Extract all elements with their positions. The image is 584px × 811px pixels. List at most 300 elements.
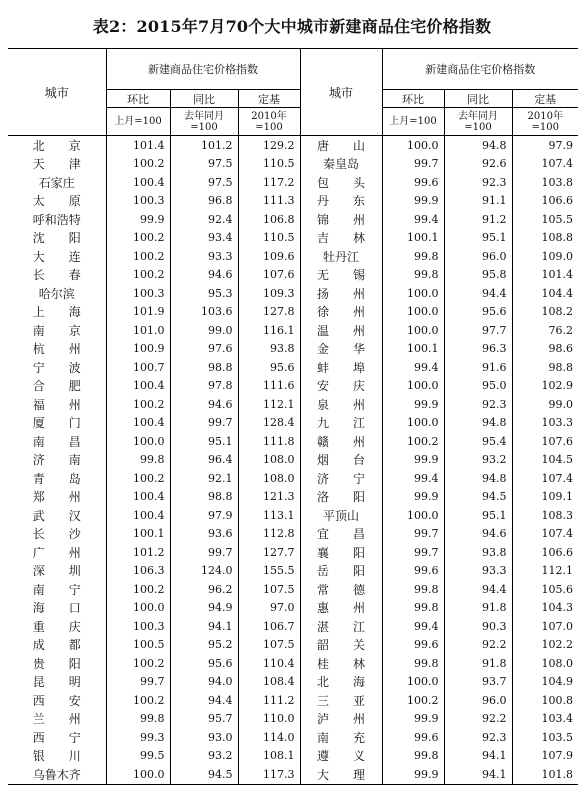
mom-cell-right: 99.8 [382, 654, 444, 673]
city-cell-right: 吉 林 [300, 229, 382, 248]
base-cell-left: 128.4 [238, 414, 300, 433]
mom-cell-right: 99.7 [382, 525, 444, 544]
base-cell-right: 107.9 [541, 749, 574, 763]
base-cell-left: 106.7 [238, 617, 300, 636]
yoy-cell-left: 92.1 [170, 469, 238, 488]
city-cell-left: 上 海 [8, 303, 106, 322]
city-cell-right: 温 州 [300, 321, 382, 340]
base-cell-left: 112.1 [238, 395, 300, 414]
table-row [8, 229, 578, 248]
city-header-right: 城市 [300, 49, 382, 136]
mom-cell-left: 100.2 [106, 469, 170, 488]
city-cell-right: 唐 山 [300, 136, 382, 155]
city-cell-right: 南 充 [300, 728, 382, 747]
table-row [8, 654, 578, 673]
city-cell-left: 太 原 [8, 192, 106, 211]
yoy-cell-right: 92.2 [444, 710, 512, 729]
city-cell-left: 乌鲁木齐 [8, 765, 106, 784]
table-row [8, 414, 578, 433]
table-row [8, 340, 578, 359]
city-cell-right: 安 庆 [300, 377, 382, 396]
base-header-left: 定基 [238, 90, 300, 108]
table-row [8, 506, 578, 525]
yoy-cell-right: 94.5 [444, 488, 512, 507]
table-row [8, 673, 578, 692]
city-cell-left: 南 昌 [8, 432, 106, 451]
city-cell-left: 南 宁 [8, 580, 106, 599]
base-cell-right: 112.1 [541, 564, 574, 578]
base-cell-left: 121.3 [238, 488, 300, 507]
city-cell-right: 大 理 [300, 765, 382, 784]
yoy-cell-right: 94.4 [444, 284, 512, 303]
yoy-cell-right: 93.3 [444, 562, 512, 581]
base-cell-left: 127.7 [238, 543, 300, 562]
yoy-base-text: 去年同月=100 [458, 110, 498, 133]
base-cell-left: 116.1 [238, 321, 300, 340]
yoy-cell-left: 98.8 [170, 358, 238, 377]
table-row [8, 562, 578, 581]
base-cell-right: 103.4 [541, 712, 574, 726]
mom-cell-left: 99.9 [106, 210, 170, 229]
base-cell-right: 103.5 [541, 730, 574, 744]
mom-cell-right: 99.8 [382, 266, 444, 285]
table-row [8, 210, 578, 229]
city-cell-left: 长 沙 [8, 525, 106, 544]
base-cell-right: 108.2 [541, 305, 574, 319]
mom-cell-left: 99.5 [106, 747, 170, 766]
table-row [8, 747, 578, 766]
mom-cell-left: 101.4 [106, 136, 170, 155]
yoy-cell-right: 94.8 [444, 469, 512, 488]
base-cell-right: 105.5 [541, 212, 574, 226]
base-cell-left: 117.3 [238, 765, 300, 784]
city-cell-left: 福 州 [8, 395, 106, 414]
yoy-cell-left: 94.1 [170, 617, 238, 636]
mom-cell-right: 100.0 [382, 284, 444, 303]
city-cell-left: 武 汉 [8, 506, 106, 525]
base-cell-left: 109.3 [238, 284, 300, 303]
mom-cell-left: 100.2 [106, 395, 170, 414]
yoy-base-text: 去年同月=100 [184, 110, 224, 133]
yoy-cell-right: 94.4 [444, 580, 512, 599]
base-cell-left: 117.2 [238, 173, 300, 192]
base-cell-right: 109.0 [541, 249, 574, 263]
base-cell-right: 101.8 [512, 765, 578, 784]
base-base-text: 2010年=100 [251, 110, 287, 133]
city-cell-left: 昆 明 [8, 673, 106, 692]
base-cell-right: 102.9 [541, 379, 574, 393]
city-cell-left: 西 安 [8, 691, 106, 710]
city-cell-right: 包 头 [300, 173, 382, 192]
mom-cell-left: 101.0 [106, 321, 170, 340]
yoy-cell-left: 97.8 [170, 377, 238, 396]
mom-cell-right: 99.4 [382, 210, 444, 229]
base-cell-left: 108.0 [238, 451, 300, 470]
mom-cell-left: 100.3 [106, 192, 170, 211]
base-cell-right: 104.5 [541, 453, 574, 467]
mom-cell-right: 100.2 [382, 432, 444, 451]
city-cell-right: 蚌 埠 [300, 358, 382, 377]
yoy-cell-left: 96.2 [170, 580, 238, 599]
base-cell-right: 104.9 [541, 675, 574, 689]
yoy-cell-left: 95.6 [170, 654, 238, 673]
base-cell-left: 110.4 [238, 654, 300, 673]
base-cell-right: 98.6 [548, 342, 574, 356]
mom-cell-left: 100.2 [106, 691, 170, 710]
table-row [8, 303, 578, 322]
yoy-cell-right: 93.2 [444, 451, 512, 470]
mom-cell-left: 99.8 [106, 451, 170, 470]
table-row [8, 432, 578, 451]
base-cell-right: 106.6 [541, 545, 574, 559]
mom-cell-left: 100.0 [106, 432, 170, 451]
mom-cell-left: 100.4 [106, 173, 170, 192]
mom-cell-right: 100.0 [382, 321, 444, 340]
yoy-cell-left: 94.0 [170, 673, 238, 692]
yoy-cell-right: 92.6 [444, 155, 512, 174]
city-header-left: 城市 [8, 49, 106, 136]
base-cell-left: 108.0 [238, 469, 300, 488]
yoy-cell-right: 93.7 [444, 673, 512, 692]
mom-cell-left: 100.7 [106, 358, 170, 377]
city-cell-right: 襄 阳 [300, 543, 382, 562]
table-row [8, 155, 578, 174]
base-cell-right: 107.4 [541, 471, 574, 485]
yoy-cell-right: 91.8 [444, 654, 512, 673]
yoy-cell-right: 91.6 [444, 358, 512, 377]
base-cell-right: 106.6 [541, 194, 574, 208]
base-cell-right: 99.0 [548, 397, 574, 411]
mom-cell-right: 99.4 [382, 358, 444, 377]
base-cell-right: 103.8 [541, 175, 574, 189]
city-cell-right: 无 锡 [300, 266, 382, 285]
city-cell-left: 重 庆 [8, 617, 106, 636]
mom-cell-right: 100.2 [382, 691, 444, 710]
base-cell-left: 110.5 [238, 229, 300, 248]
mom-cell-right: 99.8 [382, 580, 444, 599]
yoy-cell-left: 96.8 [170, 192, 238, 211]
mom-cell-right: 100.0 [382, 303, 444, 322]
mom-cell-left: 100.2 [106, 654, 170, 673]
city-cell-right: 宜 昌 [300, 525, 382, 544]
mom-cell-left: 99.7 [106, 673, 170, 692]
city-cell-left: 北 京 [8, 136, 106, 155]
yoy-cell-right: 91.2 [444, 210, 512, 229]
mom-cell-right: 99.9 [382, 488, 444, 507]
table-row [8, 765, 578, 784]
city-cell-left: 长 春 [8, 266, 106, 285]
yoy-cell-left: 93.2 [170, 747, 238, 766]
city-cell-right: 泸 州 [300, 710, 382, 729]
city-cell-right: 丹 东 [300, 192, 382, 211]
mom-cell-left: 100.2 [106, 266, 170, 285]
mom-base-right: 上月=100 [382, 108, 444, 136]
base-cell-left: 107.5 [238, 636, 300, 655]
city-cell-right: 烟 台 [300, 451, 382, 470]
city-cell-left: 合 肥 [8, 377, 106, 396]
table-row [8, 525, 578, 544]
table-row [8, 451, 578, 470]
table-title: 表2：2015年7月70个大中城市新建商品住宅价格指数 [92, 17, 492, 36]
city-cell-right: 牡丹江 [300, 247, 382, 266]
base-cell-right: 107.4 [541, 157, 574, 171]
base-cell-right: 100.8 [541, 693, 574, 707]
mom-cell-left: 100.2 [106, 247, 170, 266]
city-cell-left: 深 圳 [8, 562, 106, 581]
city-cell-right: 湛 江 [300, 617, 382, 636]
mom-cell-left: 101.2 [106, 543, 170, 562]
city-cell-left: 南 京 [8, 321, 106, 340]
yoy-cell-left: 94.4 [170, 691, 238, 710]
yoy-base-left [170, 108, 238, 136]
base-base-text: 2010年=100 [527, 110, 563, 133]
yoy-cell-left: 97.9 [170, 506, 238, 525]
yoy-cell-left: 97.5 [170, 173, 238, 192]
base-cell-right: 76.2 [548, 323, 574, 337]
base-cell-left: 110.0 [238, 710, 300, 729]
yoy-cell-left: 124.0 [170, 562, 238, 581]
yoy-cell-right: 91.8 [444, 599, 512, 618]
yoy-cell-right: 96.0 [444, 247, 512, 266]
yoy-cell-right: 92.3 [444, 395, 512, 414]
mom-cell-right: 100.0 [382, 414, 444, 433]
table-row [8, 284, 578, 303]
table-row [8, 728, 578, 747]
table-row [8, 710, 578, 729]
base-header-right: 定基 [512, 90, 578, 108]
yoy-cell-left: 95.7 [170, 710, 238, 729]
base-cell-left: 108.1 [238, 747, 300, 766]
base-cell-right: 101.4 [541, 268, 574, 282]
city-cell-left: 呼和浩特 [8, 210, 106, 229]
yoy-cell-left: 97.5 [170, 155, 238, 174]
base-cell-left: 111.8 [238, 432, 300, 451]
yoy-header-left: 同比 [170, 90, 238, 108]
mom-cell-right: 99.9 [382, 395, 444, 414]
table-row [8, 395, 578, 414]
base-cell-left: 95.6 [238, 358, 300, 377]
yoy-cell-right: 96.3 [444, 340, 512, 359]
city-cell-left: 大 连 [8, 247, 106, 266]
yoy-cell-left: 94.9 [170, 599, 238, 618]
city-cell-left: 石家庄 [8, 173, 106, 192]
base-cell-right: 107.4 [541, 527, 574, 541]
base-cell-left: 127.8 [238, 303, 300, 322]
index-group-header-left: 新建商品住宅价格指数 [106, 49, 300, 90]
yoy-cell-right: 95.6 [444, 303, 512, 322]
mom-cell-right: 100.1 [382, 340, 444, 359]
city-cell-left: 哈尔滨 [8, 284, 106, 303]
city-cell-left: 贵 阳 [8, 654, 106, 673]
city-cell-right: 岳 阳 [300, 562, 382, 581]
city-cell-right: 北 海 [300, 673, 382, 692]
base-cell-left: 110.5 [238, 155, 300, 174]
mom-cell-left: 100.2 [106, 155, 170, 174]
base-cell-right: 102.2 [541, 638, 574, 652]
yoy-cell-right: 94.1 [444, 765, 512, 784]
mom-cell-left: 100.4 [106, 506, 170, 525]
mom-cell-right: 99.9 [382, 710, 444, 729]
mom-cell-left: 100.2 [106, 229, 170, 248]
yoy-cell-right: 93.8 [444, 543, 512, 562]
city-cell-right: 徐 州 [300, 303, 382, 322]
yoy-cell-right: 94.1 [444, 747, 512, 766]
city-cell-left: 天 津 [8, 155, 106, 174]
yoy-base-right [444, 108, 512, 136]
mom-cell-left: 100.9 [106, 340, 170, 359]
mom-cell-left: 99.8 [106, 710, 170, 729]
mom-cell-left: 100.4 [106, 414, 170, 433]
city-cell-right: 常 德 [300, 580, 382, 599]
mom-cell-left: 100.2 [106, 580, 170, 599]
base-cell-left: 111.6 [238, 377, 300, 396]
yoy-cell-right: 95.8 [444, 266, 512, 285]
table-row [8, 266, 578, 285]
mom-cell-right: 99.6 [382, 728, 444, 747]
base-cell-right: 108.3 [541, 508, 574, 522]
table-row [8, 580, 578, 599]
mom-cell-right: 99.9 [382, 765, 444, 784]
yoy-cell-left: 94.5 [170, 765, 238, 784]
base-cell-right: 109.1 [541, 490, 574, 504]
city-cell-right: 惠 州 [300, 599, 382, 618]
table-row [8, 469, 578, 488]
city-cell-left: 广 州 [8, 543, 106, 562]
mom-cell-right: 100.0 [382, 673, 444, 692]
yoy-cell-right: 95.1 [444, 229, 512, 248]
yoy-cell-left: 95.2 [170, 636, 238, 655]
base-cell-left: 113.1 [238, 506, 300, 525]
mom-base-left: 上月=100 [106, 108, 170, 136]
yoy-header-right: 同比 [444, 90, 512, 108]
yoy-cell-right: 94.8 [444, 136, 512, 155]
mom-cell-left: 99.3 [106, 728, 170, 747]
city-cell-left: 海 口 [8, 599, 106, 618]
mom-cell-right: 99.9 [382, 192, 444, 211]
city-cell-right: 九 江 [300, 414, 382, 433]
city-cell-right: 平顶山 [300, 506, 382, 525]
base-cell-right: 108.0 [541, 656, 574, 670]
city-cell-left: 济 南 [8, 451, 106, 470]
table-row [8, 358, 578, 377]
yoy-cell-left: 93.0 [170, 728, 238, 747]
city-cell-right: 洛 阳 [300, 488, 382, 507]
city-cell-left: 兰 州 [8, 710, 106, 729]
mom-cell-left: 100.0 [106, 765, 170, 784]
yoy-cell-left: 99.0 [170, 321, 238, 340]
base-cell-left: 155.5 [238, 562, 300, 581]
base-cell-right: 107.0 [541, 619, 574, 633]
base-cell-left: 109.6 [238, 247, 300, 266]
city-cell-left: 成 都 [8, 636, 106, 655]
yoy-cell-left: 99.7 [170, 414, 238, 433]
mom-cell-left: 100.5 [106, 636, 170, 655]
yoy-cell-right: 95.0 [444, 377, 512, 396]
table-row [8, 617, 578, 636]
city-cell-right: 遵 义 [300, 747, 382, 766]
yoy-cell-right: 92.2 [444, 636, 512, 655]
yoy-cell-left: 94.6 [170, 266, 238, 285]
base-cell-left: 106.8 [238, 210, 300, 229]
base-cell-left: 114.0 [238, 728, 300, 747]
yoy-cell-left: 94.6 [170, 395, 238, 414]
base-cell-left: 97.0 [238, 599, 300, 618]
mom-cell-right: 99.4 [382, 469, 444, 488]
mom-cell-right: 99.9 [382, 451, 444, 470]
mom-cell-right: 100.0 [382, 506, 444, 525]
mom-cell-right: 99.7 [382, 155, 444, 174]
yoy-cell-left: 97.6 [170, 340, 238, 359]
mom-header-right: 环比 [382, 90, 444, 108]
city-cell-right: 桂 林 [300, 654, 382, 673]
table-row [8, 377, 578, 396]
city-cell-left: 宁 波 [8, 358, 106, 377]
mom-cell-right: 99.8 [382, 747, 444, 766]
mom-cell-left: 106.3 [106, 562, 170, 581]
table-row [8, 488, 578, 507]
city-cell-right: 锦 州 [300, 210, 382, 229]
mom-cell-right: 99.6 [382, 173, 444, 192]
base-cell-left: 111.3 [238, 192, 300, 211]
mom-cell-right: 99.8 [382, 599, 444, 618]
index-group-header-right: 新建商品住宅价格指数 [382, 49, 578, 90]
yoy-cell-right: 95.4 [444, 432, 512, 451]
table-row [8, 321, 578, 340]
yoy-cell-right: 94.6 [444, 525, 512, 544]
city-cell-right: 济 宁 [300, 469, 382, 488]
yoy-cell-left: 93.3 [170, 247, 238, 266]
base-cell-right: 107.6 [541, 434, 574, 448]
yoy-cell-right: 95.1 [444, 506, 512, 525]
yoy-cell-left: 95.3 [170, 284, 238, 303]
mom-cell-right: 100.1 [382, 229, 444, 248]
base-cell-right: 103.3 [541, 416, 574, 430]
base-cell-right: 98.8 [548, 360, 574, 374]
table-row [8, 691, 578, 710]
city-cell-right: 秦皇岛 [300, 155, 382, 174]
mom-cell-right: 99.6 [382, 636, 444, 655]
yoy-cell-left: 101.2 [170, 136, 238, 155]
yoy-cell-left: 95.1 [170, 432, 238, 451]
base-cell-left: 107.6 [238, 266, 300, 285]
city-cell-right: 三 亚 [300, 691, 382, 710]
city-cell-right: 金 华 [300, 340, 382, 359]
base-base-left [238, 108, 300, 136]
mom-cell-right: 100.0 [382, 377, 444, 396]
base-cell-right: 108.8 [541, 231, 574, 245]
city-cell-right: 韶 关 [300, 636, 382, 655]
base-cell-left: 111.2 [238, 691, 300, 710]
mom-cell-left: 100.1 [106, 525, 170, 544]
yoy-cell-right: 92.3 [444, 173, 512, 192]
table-row [8, 636, 578, 655]
yoy-cell-right: 94.8 [444, 414, 512, 433]
yoy-cell-left: 92.4 [170, 210, 238, 229]
city-cell-right: 扬 州 [300, 284, 382, 303]
base-cell-left: 108.4 [238, 673, 300, 692]
base-cell-left: 129.2 [238, 136, 300, 155]
mom-header-left: 环比 [106, 90, 170, 108]
city-cell-left: 杭 州 [8, 340, 106, 359]
yoy-cell-left: 93.6 [170, 525, 238, 544]
yoy-cell-right: 90.3 [444, 617, 512, 636]
city-cell-left: 青 岛 [8, 469, 106, 488]
city-cell-left: 银 川 [8, 747, 106, 766]
city-cell-left: 沈 阳 [8, 229, 106, 248]
yoy-cell-right: 92.3 [444, 728, 512, 747]
table-row [8, 173, 578, 192]
base-cell-left: 112.8 [238, 525, 300, 544]
